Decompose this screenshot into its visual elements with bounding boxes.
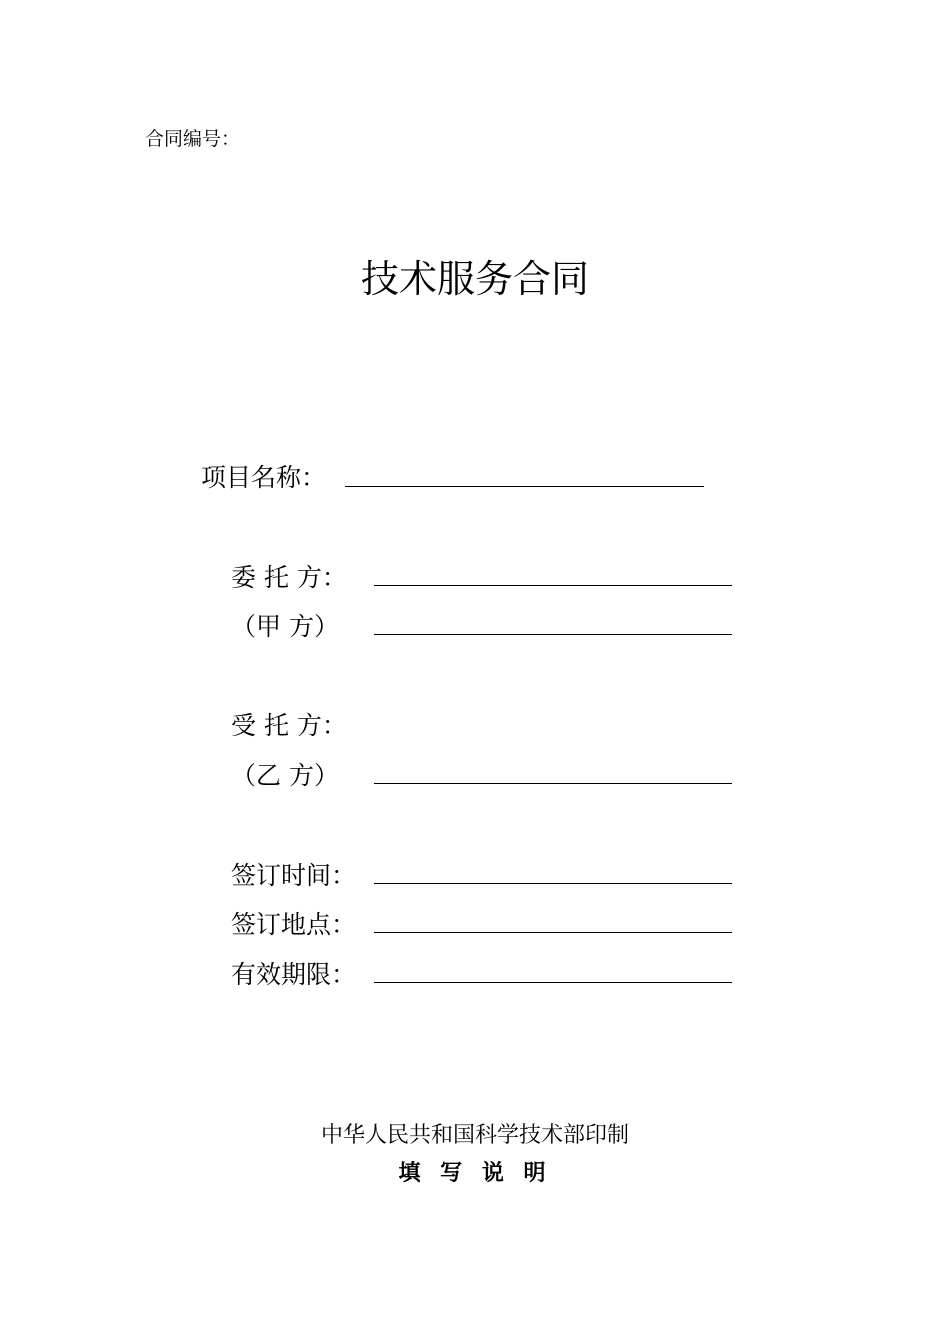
project-name-field[interactable] xyxy=(345,486,704,487)
signing-place-field[interactable] xyxy=(374,932,732,933)
project-name-label: 项目名称： xyxy=(201,463,327,492)
party-b-field[interactable] xyxy=(374,783,732,784)
signing-place-label: 签订地点： xyxy=(231,910,357,939)
contract-number-label: 合同编号： xyxy=(145,128,241,150)
validity-period-field[interactable] xyxy=(374,982,732,983)
instructions-heading: 填 写 说 明 xyxy=(398,1161,552,1186)
signing-time-label: 签订时间： xyxy=(231,861,357,890)
client-field[interactable] xyxy=(374,585,732,586)
party-a-label: （甲 方） xyxy=(231,612,339,641)
validity-period-label: 有效期限： xyxy=(231,960,357,989)
document-title: 技术服务合同 xyxy=(360,257,589,301)
printer-note: 中华人民共和国科学技术部印制 xyxy=(320,1123,629,1148)
provider-label: 受 托 方： xyxy=(231,711,347,740)
client-label: 委 托 方： xyxy=(231,563,347,592)
party-a-field[interactable] xyxy=(374,634,732,635)
signing-time-field[interactable] xyxy=(374,883,732,884)
party-b-label: （乙 方） xyxy=(231,761,339,790)
